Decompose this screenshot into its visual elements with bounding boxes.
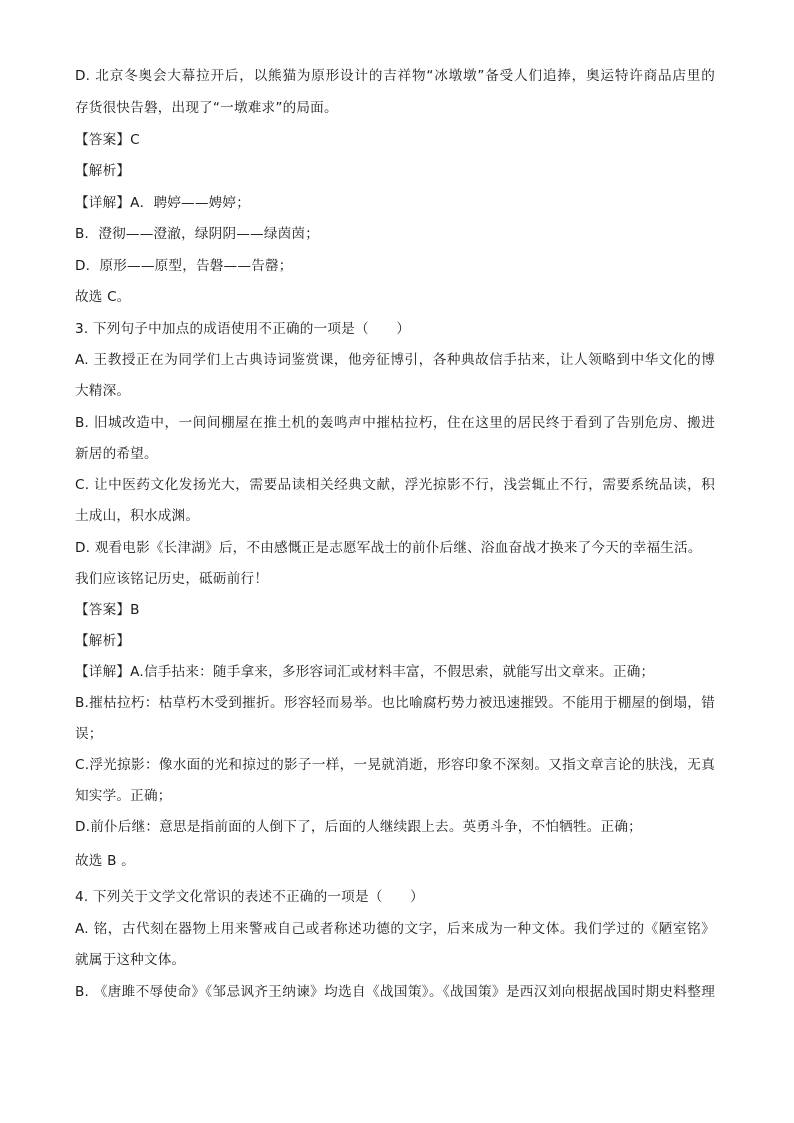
q3-option-a-line1: A. 王教授正在为同学们上古典诗词鉴赏课，他旁征博引，各种典故信手拈来，让人领略到中华文化的博 [75,352,715,368]
q3-detail-b-line1: B.摧枯拉朽：枯草朽木受到摧折。形容轻而易举。也比喻腐朽势力被迅速摧毁。不能用于棚屋的倒塌，错 [75,695,715,711]
q3-option-d-line1: D. 观看电影《长津湖》后，不由感慨正是志愿军战士的前仆后继、浴血奋战才换来了今天的幸福生活。 [75,540,702,556]
q3-option-b-line2: 新居的希望。 [75,446,158,462]
q2-analysis: 【解析】 [75,163,131,179]
q4-option-a-line1: A. 铭，古代刻在器物上用来警戒自己或者称述功德的文字，后来成为一种文体。我们学过的《陋室铭》 [75,921,715,937]
q2-option-d-line1: D. 北京冬奥会大幕拉开后，以熊猫为原形设计的吉祥物“冰墩墩”备受人们追捧，奥运特许商品店里的 [75,68,715,84]
q3-detail-c-line2: 知实学。正确； [75,788,172,804]
q4-option-b-line1: B. 《唐雎不辱使命》《邹忌讽齐王纳谏》均选自《战国策》。《战国策》是西汉刘向根据战国时期史料整理 [75,984,715,1000]
q2-choose: 故选 C。 [75,289,131,305]
q3-stem: 3. 下列句子中加点的成语使用不正确的一项是（ ） [75,321,411,337]
q3-detail-b-line2: 误； [75,726,103,742]
q2-detail: 【详解】A．聘婷——娉婷； [75,195,251,211]
q2-fix-d: D．原形——原型，告磐——告罄； [75,258,293,274]
q2-fix-b: B．澄彻——澄澈，绿阴阴——绿茵茵； [75,226,320,242]
q3-detail-d: D.前仆后继：意思是指前面的人倒下了，后面的人继续跟上去。英勇斗争，不怕牺牲。正确； [75,819,642,835]
q3-option-c-line1: C. 让中医药文化发扬光大，需要品读相关经典文献，浮光掠影不行，浅尝辄止不行，需要系统品读，积 [75,477,715,493]
q3-option-d-line2: 我们应该铭记历史，砥砺前行！ [75,571,269,587]
q3-detail-c-line1: C.浮光掠影：像水面的光和掠过的影子一样，一晃就消逝，形容印象不深刻。又指文章言论的肤浅，无真 [75,757,715,773]
q2-option-d-line2: 存货很快告磐，出现了“一墩难求”的局面。 [75,100,338,116]
q3-choose: 故选 B 。 [75,853,135,869]
q2-answer: 【答案】C [75,132,140,148]
q4-option-a-line2: 就属于这种文体。 [75,952,186,968]
q3-option-a-line2: 大精深。 [75,383,131,399]
q3-option-b-line1: B. 旧城改造中，一间间棚屋在推土机的轰鸣声中摧枯拉朽，住在这里的居民终于看到了告别危房、搬进 [75,415,715,431]
q4-stem: 4. 下列关于文学文化常识的表述不正确的一项是（ ） [75,889,424,905]
q3-answer: 【答案】B [75,602,140,618]
q3-detail-a: 【详解】A.信手拈来：随手拿来，多形容词汇或材料丰富，不假思索，就能写出文章来。正确； [75,664,655,680]
q3-analysis: 【解析】 [75,633,131,649]
q3-option-c-line2: 土成山，积水成渊。 [75,508,200,524]
